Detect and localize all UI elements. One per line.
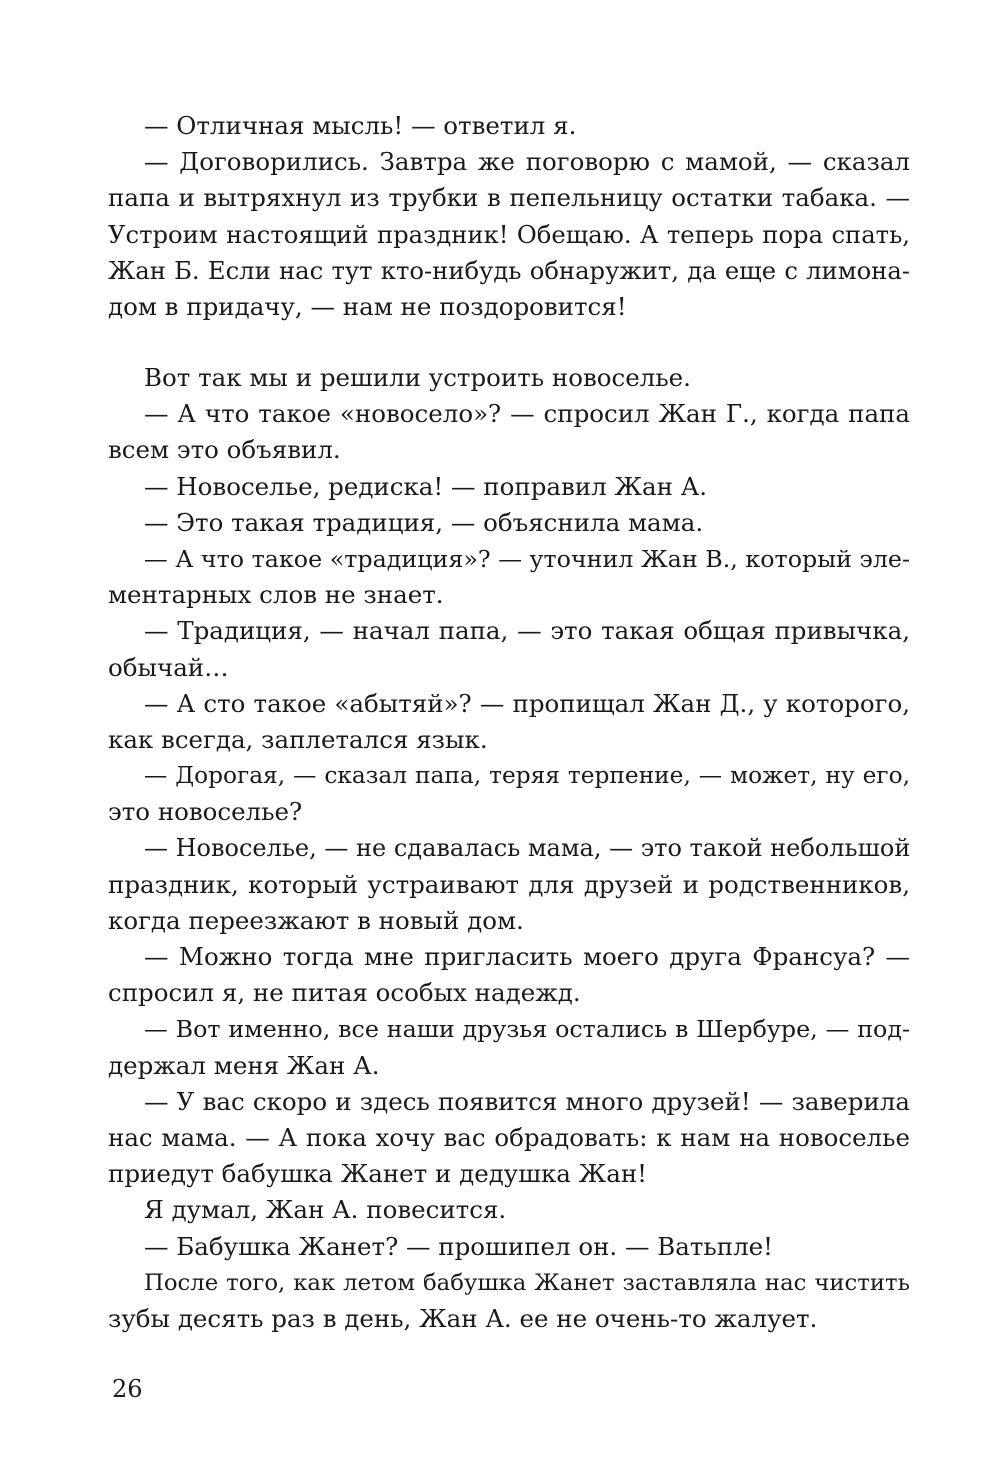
- text-line: — А что такое «традиция»? — уточнил Жан В., который эле-: [144, 544, 910, 573]
- text-line: Жан Б. Если нас тут кто-нибудь обнаружит, да еще с лимона-: [108, 255, 910, 285]
- text-line: — Отличная мысль! — ответил я.: [144, 111, 577, 140]
- text-line: всем это объявил.: [108, 435, 341, 465]
- text-line: — Традиция, — начал папа, — это такая общая привычка,: [144, 616, 910, 646]
- text-line: спросил я, не питая особых надежд.: [108, 978, 581, 1008]
- text-line: держал меня Жан А.: [108, 1050, 380, 1080]
- text-line: — Это такая традиция, — объяснила мама.: [144, 507, 704, 537]
- text-line: Устроим настоящий праздник! Обещаю. А теперь пора спать,: [108, 219, 910, 249]
- text-line: — Вот именно, все наши друзья остались в Шербуре, — под-: [144, 1015, 910, 1044]
- text-line: нас мама. — А пока хочу вас обрадовать: к нам на новоселье: [108, 1122, 910, 1152]
- text-line: как всегда, заплетался язык.: [108, 724, 488, 754]
- text-line: это новоселье?: [108, 797, 303, 827]
- text-line: дом в придачу, — нам не поздоровится!: [108, 291, 627, 321]
- text-line: когда переезжают в новый дом.: [108, 905, 524, 935]
- text-section-1: [108, 108, 910, 325]
- text-line: — Бабушка Жанет? — прошипел он. — Ватьпле!: [144, 1231, 774, 1261]
- text-line: — Новоселье, редиска! — поправил Жан А.: [144, 471, 708, 501]
- text-line: — Дорогая, — сказал папа, теряя терпение, — может, ну его,: [144, 762, 910, 790]
- text-line: обычай…: [108, 652, 229, 682]
- page-number: 26: [112, 1375, 143, 1403]
- text-line: — А что такое «новосело»? — спросил Жан Г., когда папа: [144, 399, 910, 429]
- text-section-2: [108, 360, 910, 1337]
- text-line: — Договорились. Завтра же поговорю с мамой, — сказал: [144, 147, 910, 177]
- text-line: зубы десять раз в день, Жан А. ее не очень-то жалует.: [108, 1303, 818, 1333]
- text-line: папа и вытряхнул из трубки в пепельницу остатки табака. —: [108, 183, 910, 213]
- text-line: — А сто такое «абытяй»? — пропищал Жан Д., у которого,: [144, 688, 910, 718]
- text-line: ментарных слов не знает.: [108, 580, 444, 610]
- text-line: После того, как летом бабушка Жанет заставляла нас чистить: [144, 1269, 910, 1296]
- text-line: Я думал, Жан А. повесится.: [144, 1195, 507, 1225]
- text-line: приедут бабушка Жанет и дедушка Жан!: [108, 1159, 647, 1189]
- text-line: — У вас скоро и здесь появится много друзей! — заверила: [144, 1086, 910, 1116]
- text-line: праздник, который устраивают для друзей и родственников,: [108, 869, 910, 899]
- text-line: — Новоселье, — не сдавалась мама, — это такой небольшой: [144, 834, 911, 863]
- text-line: — Можно тогда мне пригласить моего друга Франсуа? —: [144, 942, 910, 971]
- text-line: Вот так мы и решили устроить новоселье.: [144, 363, 691, 392]
